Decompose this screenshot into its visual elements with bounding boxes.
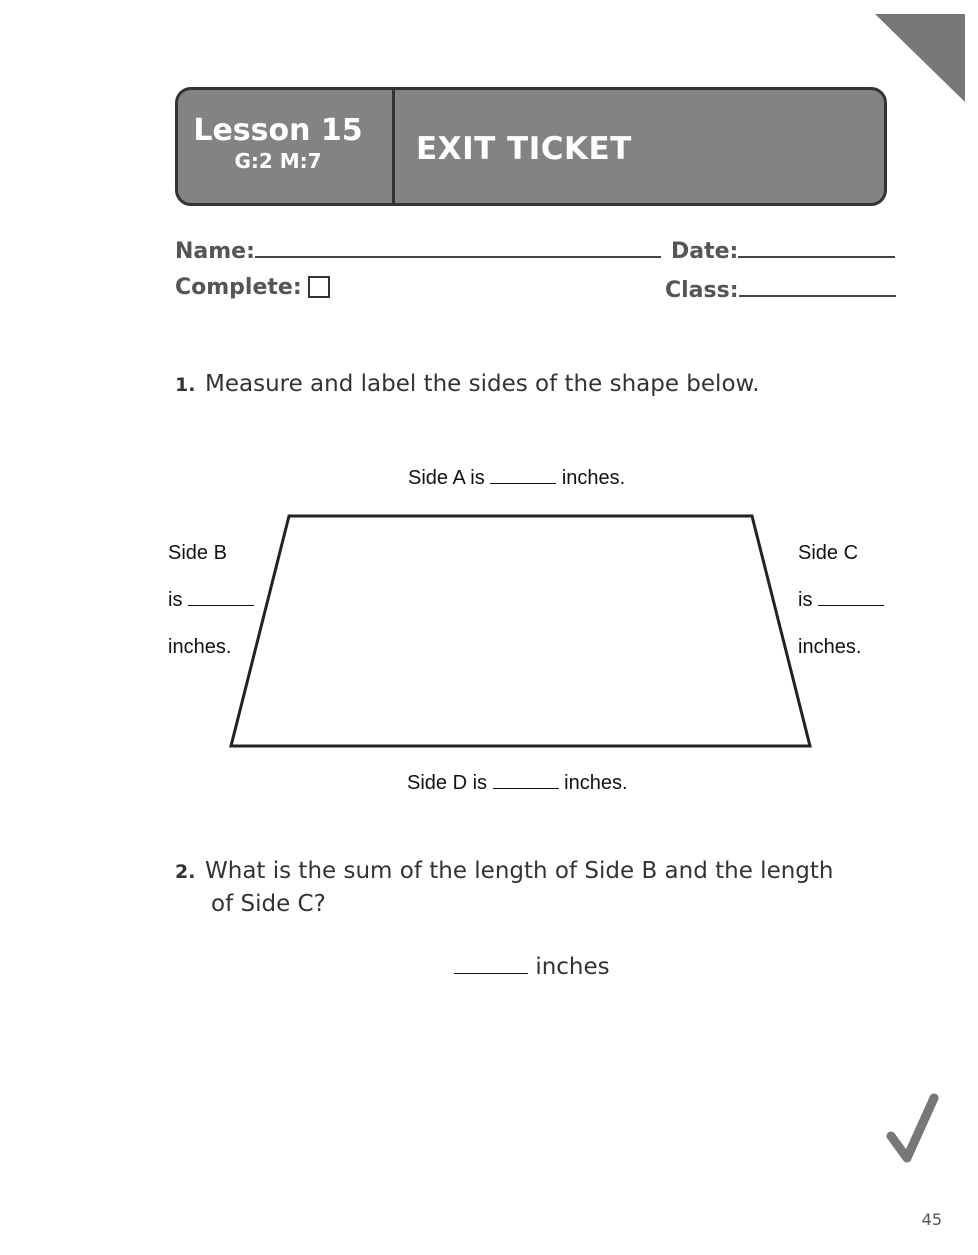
answer-line xyxy=(454,954,610,980)
lesson-number: Lesson 15 xyxy=(193,113,363,148)
side-d-label xyxy=(407,770,628,795)
side-c-line1: Side C xyxy=(798,542,859,564)
side-b-label xyxy=(168,530,254,671)
question-1-text: Measure and label the sides of the shape below. xyxy=(205,371,760,397)
side-b-line3: inches. xyxy=(168,636,232,658)
side-b-line1: Side B xyxy=(168,542,227,564)
page-number: 45 xyxy=(921,1210,942,1229)
side-c-line2: is xyxy=(798,577,884,624)
name-label: Name: xyxy=(175,239,255,264)
side-b-blank[interactable] xyxy=(188,587,254,606)
side-c-line3: inches. xyxy=(798,636,862,658)
side-d-pre: Side D is xyxy=(407,772,488,794)
side-a-post: inches. xyxy=(561,467,626,489)
side-c-blank[interactable] xyxy=(818,587,884,606)
side-b-line2: is xyxy=(168,577,254,624)
complete-label: Complete: xyxy=(175,275,302,300)
grade-module: G:2 M:7 xyxy=(234,149,322,173)
side-c-label xyxy=(798,530,884,671)
question-2-line1: What is the sum of the length of Side B and the length xyxy=(205,858,834,884)
page-title: EXIT TICKET xyxy=(416,131,632,167)
checkmark-icon xyxy=(885,1092,940,1168)
side-d-post: inches. xyxy=(564,772,628,794)
answer-unit: inches xyxy=(535,954,610,980)
question-2 xyxy=(175,855,834,920)
question-1-number: 1. xyxy=(175,374,196,396)
class-label: Class: xyxy=(665,278,739,303)
question-2-number: 2. xyxy=(175,861,196,883)
question-2-line2: of Side C? xyxy=(211,891,326,917)
date-label: Date: xyxy=(671,239,739,264)
side-a-pre: Side A is xyxy=(408,467,485,489)
side-d-blank[interactable] xyxy=(493,770,559,789)
answer-blank[interactable] xyxy=(454,955,528,974)
